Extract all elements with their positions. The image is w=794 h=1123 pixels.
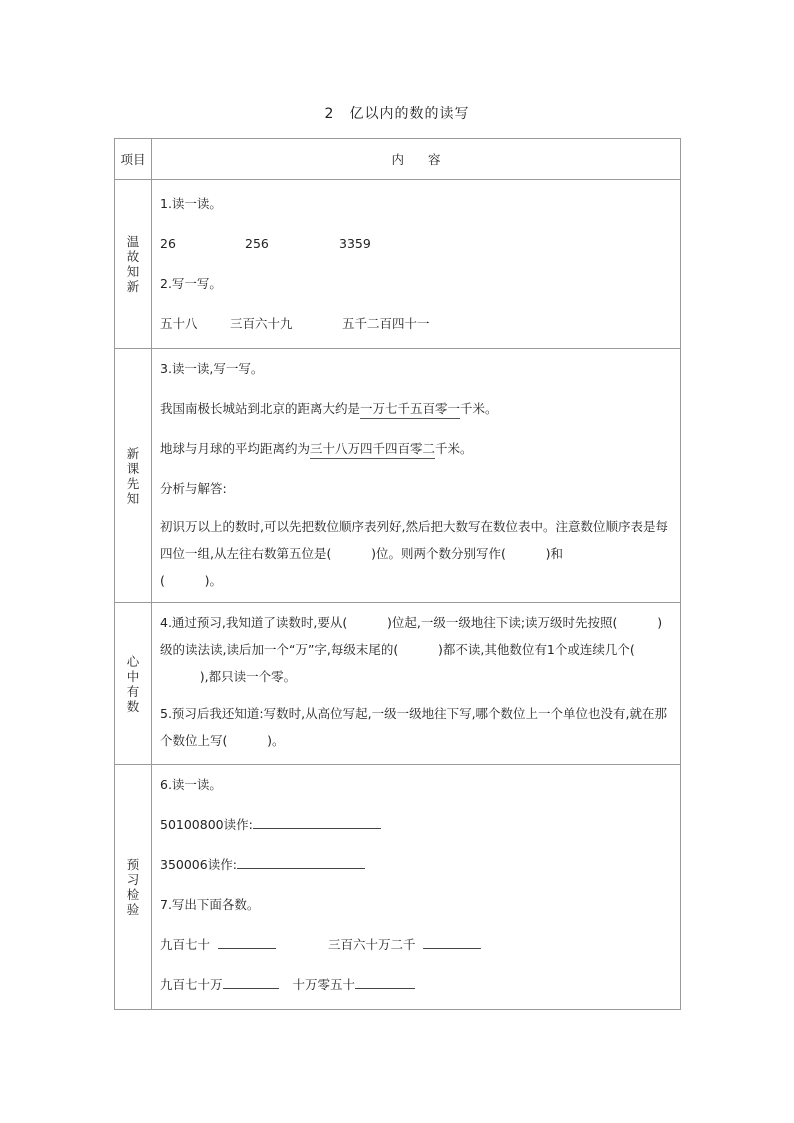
read-numbers-row (160, 224, 672, 264)
question-4: 4.通过预习,我知道了读数时,要从( )位起,一级一级地往下读;读万级时先按照( )级的读法读,读后加一个“万”字,每级末尾的( )都不读,其他数位有1个或连续几个( ),都只读一个零。 (160, 615, 663, 684)
question-5: 5.预习后我还知道:写数时,从高位写起,一级一级地往下写,哪个数位上一个单位也没有,就在那个数位上写( )。 (160, 706, 668, 748)
worksheet-table (114, 138, 681, 1010)
read-number-3: 3359 (339, 236, 371, 251)
underlined-number-1: 一万七千五百零一 (360, 401, 460, 419)
section-preview-content (152, 349, 681, 603)
section-label-review: 温故知新 (126, 234, 140, 294)
answer-blank-4[interactable] (423, 934, 481, 949)
section-label-knowledge: 心中有数 (126, 653, 140, 714)
section-label-preview: 新课先知 (126, 445, 140, 506)
question-3: 3.读一读,写一写。 (160, 361, 264, 376)
distance-line-2: 地球与月球的平均距离约为三十八万四千四百零二千米。 (160, 429, 672, 469)
underlined-number-2: 三十八万四千四百零二 (310, 441, 435, 459)
question-6: 6.读一读。 (160, 777, 222, 792)
section-knowledge-content (152, 603, 681, 765)
table-header-row (115, 139, 681, 180)
question-7: 7.写出下面各数。 (160, 897, 260, 912)
answer-blank-2[interactable] (237, 854, 365, 869)
write-word-2: 三百六十九 (230, 316, 293, 331)
section-check-content (152, 765, 681, 1010)
analysis-label: 分析与解答: (160, 481, 227, 496)
section-check-row (115, 765, 681, 1010)
page-title: 2 亿以内的数的读写 (324, 106, 470, 122)
question-2: 2.写一写。 (160, 276, 222, 291)
write-words-row (160, 304, 672, 344)
write-row-1: 九百七十 三百六十万二千 (160, 925, 672, 965)
read-row-1: 50100800读作: (160, 805, 672, 845)
distance-line-1: 我国南极长城站到北京的距离大约是一万七千五百零一千米。 (160, 389, 672, 429)
read-number-2: 256 (245, 236, 269, 251)
section-label-check: 预习检验 (126, 857, 140, 917)
header-content: 内容 (152, 139, 681, 180)
write-word-1: 五十八 (160, 316, 198, 331)
read-row-2: 350006读作: (160, 845, 672, 885)
section-review-content (152, 180, 681, 349)
section-review-row (115, 180, 681, 349)
write-row-2: 九百七十万 十万零五十 (160, 965, 672, 1005)
header-project: 项目 (115, 139, 152, 180)
read-number-1: 26 (160, 236, 176, 251)
answer-blank-1[interactable] (253, 814, 381, 829)
answer-blank-6[interactable] (355, 974, 415, 989)
section-knowledge-row (115, 603, 681, 765)
answer-blank-3[interactable] (218, 934, 276, 949)
analysis-paragraph: 初识万以上的数时,可以先把数位顺序表列好,然后把大数写在数位表中。注意数位顺序表是每四位一组,从左往右数第五位是( )位。则两个数分别写作( )和 ( )。 (160, 519, 668, 588)
question-1: 1.读一读。 (160, 196, 222, 211)
section-preview-row (115, 349, 681, 603)
write-word-3: 五千二百四十一 (342, 316, 430, 331)
answer-blank-5[interactable] (223, 974, 279, 989)
